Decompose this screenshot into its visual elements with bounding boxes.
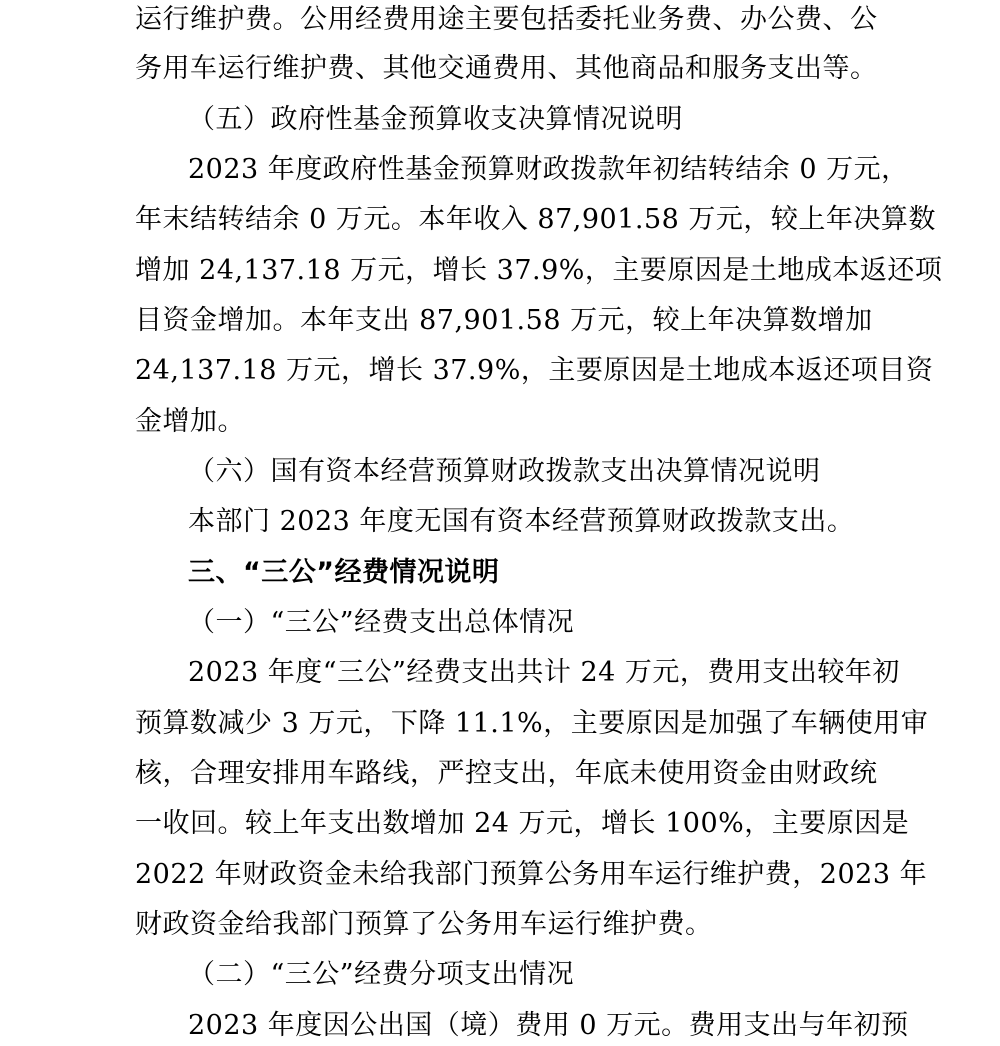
- chapter-heading-3: 三、“三公”经费情况说明: [188, 557, 500, 588]
- section-heading-2: （二）“三公”经费分项支出情况: [188, 959, 575, 990]
- body-text-line: 2023 年度因公出国（境）费用 0 万元。费用支出与年初预: [188, 1010, 909, 1041]
- body-text-line: 金增加。: [135, 406, 245, 437]
- body-text-line: 本部门 2023 年度无国有资本经营预算财政拨款支出。: [188, 506, 855, 537]
- section-heading-5: （五）政府性基金预算收支决算情况说明: [188, 104, 683, 135]
- body-text-line: 运行维护费。公用经费用途主要包括委托业务费、办公费、公: [135, 4, 878, 35]
- body-text-line: 务用车运行维护费、其他交通费用、其他商品和服务支出等。: [135, 53, 878, 84]
- body-text-line: 24,137.18 万元，增长 37.9%，主要原因是土地成本返还项目资: [135, 355, 934, 386]
- body-text-line: 一收回。较上年支出数增加 24 万元，增长 100%，主要原因是: [135, 808, 910, 839]
- section-heading-1: （一）“三公”经费支出总体情况: [188, 607, 575, 638]
- body-text-line: 财政资金给我部门预算了公务用车运行维护费。: [135, 909, 713, 940]
- body-text-line: 目资金增加。本年支出 87,901.58 万元，较上年决算数增加: [135, 305, 873, 336]
- body-text-line: 2023 年度“三公”经费支出共计 24 万元，费用支出较年初: [188, 657, 900, 688]
- body-text-line: 2023 年度政府性基金预算财政拨款年初结转结余 0 万元，: [188, 154, 909, 185]
- body-text-line: 预算数减少 3 万元，下降 11.1%，主要原因是加强了车辆使用审: [135, 708, 929, 739]
- body-text-line: 增加 24,137.18 万元，增长 37.9%，主要原因是土地成本返还项: [135, 255, 943, 286]
- section-heading-6: （六）国有资本经营预算财政拨款支出决算情况说明: [188, 456, 821, 487]
- body-text-line: 年末结转结余 0 万元。本年收入 87,901.58 万元，较上年决算数: [135, 204, 936, 235]
- body-text-line: 核，合理安排用车路线，严控支出，年底未使用资金由财政统: [135, 758, 878, 789]
- body-text-line: 2022 年财政资金未给我部门预算公务用车运行维护费，2023 年: [135, 859, 928, 890]
